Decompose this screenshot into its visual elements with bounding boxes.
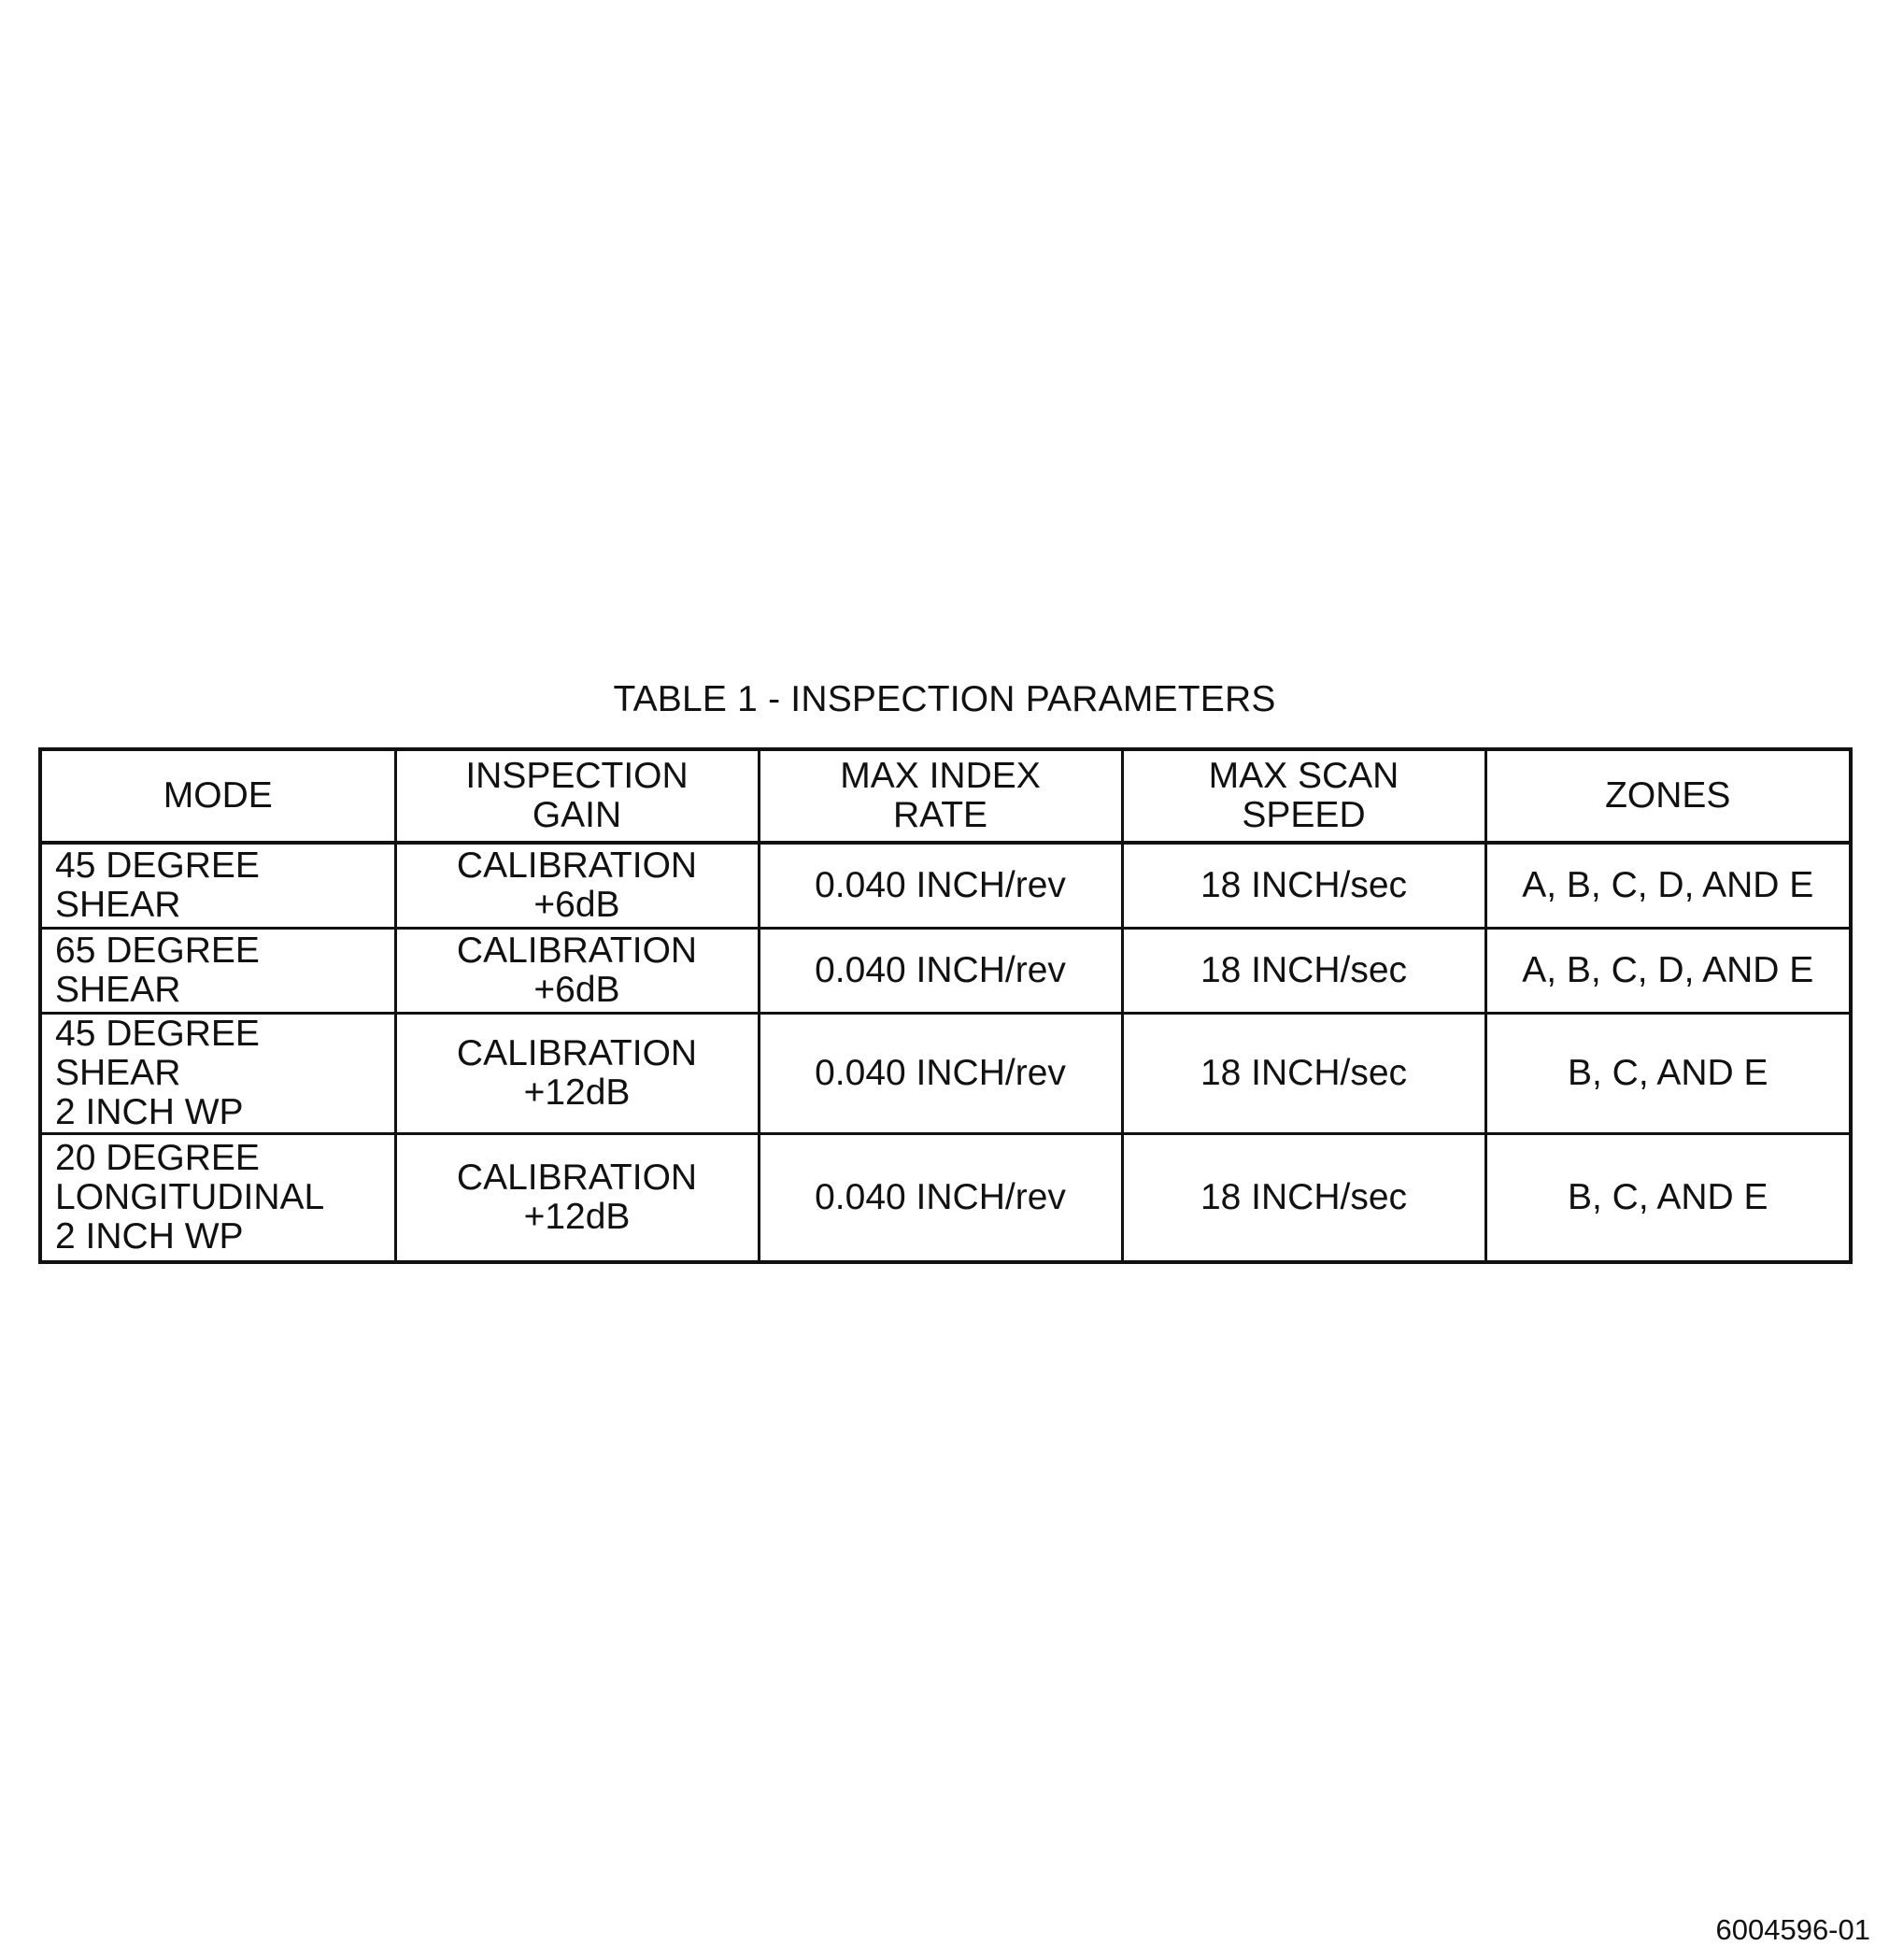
column-header-mode: MODE [40, 749, 395, 843]
table-row [40, 929, 1851, 1014]
column-header-max-index-rate: MAX INDEX RATE [759, 749, 1122, 843]
table-row [40, 1134, 1851, 1263]
column-header-inspection-gain: INSPECTION GAIN [395, 749, 759, 843]
table-row [40, 1014, 1851, 1134]
inspection-parameters-table [38, 747, 1853, 1264]
cell-max-scan-speed: 18 INCH/sec [1122, 929, 1485, 1014]
cell-max-scan-speed: 18 INCH/sec [1122, 1014, 1485, 1134]
cell-zones: A, B, C, D, AND E [1485, 929, 1851, 1014]
cell-mode: 45 DEGREE SHEAR 2 INCH WP [40, 1014, 395, 1134]
column-header-max-scan-speed: MAX SCAN SPEED [1122, 749, 1485, 843]
cell-inspection-gain: CALIBRATION +12dB [395, 1014, 759, 1134]
table-header-row [40, 749, 1851, 843]
cell-mode: 65 DEGREE SHEAR [40, 929, 395, 1014]
cell-max-index-rate: 0.040 INCH/rev [759, 843, 1122, 929]
cell-zones: B, C, AND E [1485, 1134, 1851, 1263]
cell-max-index-rate: 0.040 INCH/rev [759, 929, 1122, 1014]
cell-inspection-gain: CALIBRATION +6dB [395, 843, 759, 929]
cell-zones: B, C, AND E [1485, 1014, 1851, 1134]
cell-mode: 45 DEGREE SHEAR [40, 843, 395, 929]
cell-zones: A, B, C, D, AND E [1485, 843, 1851, 929]
inspection-parameters-table-container [38, 747, 1849, 1264]
table-row [40, 843, 1851, 929]
cell-max-scan-speed: 18 INCH/sec [1122, 843, 1485, 929]
cell-max-index-rate: 0.040 INCH/rev [759, 1014, 1122, 1134]
table-title: TABLE 1 - INSPECTION PARAMETERS [613, 679, 1276, 719]
document-id: 6004596-01 [1715, 1913, 1870, 1946]
column-header-zones: ZONES [1485, 749, 1851, 843]
cell-inspection-gain: CALIBRATION +12dB [395, 1134, 759, 1263]
cell-inspection-gain: CALIBRATION +6dB [395, 929, 759, 1014]
cell-max-scan-speed: 18 INCH/sec [1122, 1134, 1485, 1263]
cell-mode: 20 DEGREE LONGITUDINAL 2 INCH WP [40, 1134, 395, 1263]
cell-max-index-rate: 0.040 INCH/rev [759, 1134, 1122, 1263]
